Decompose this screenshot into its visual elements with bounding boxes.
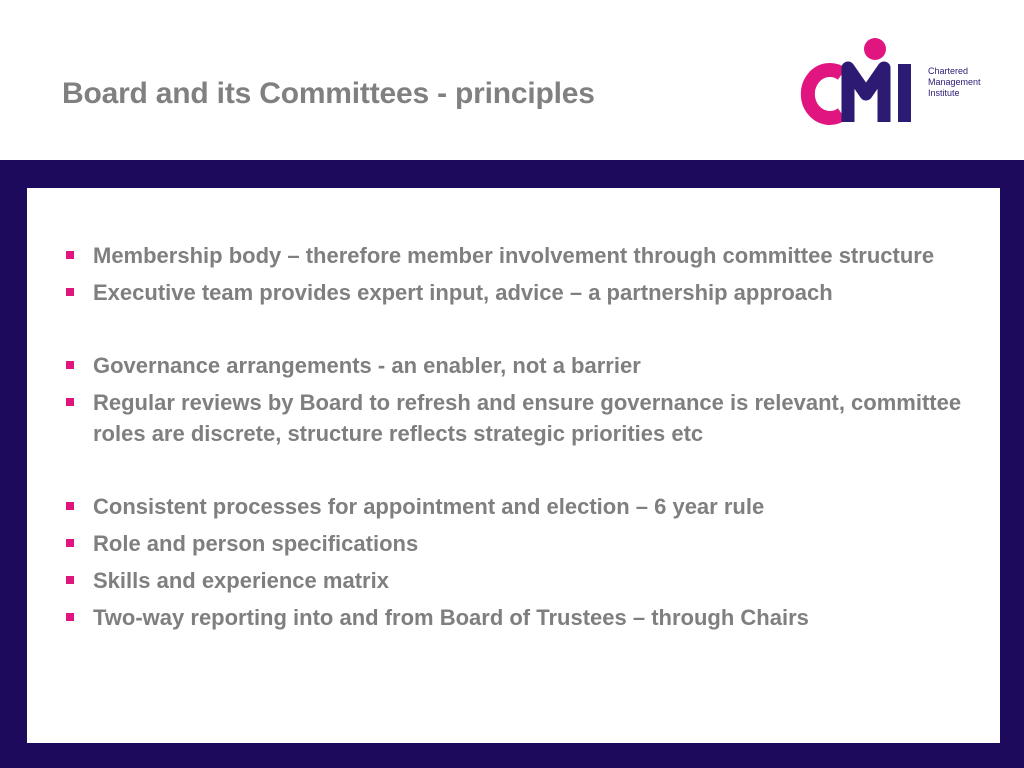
bullet-square-icon [66, 613, 74, 621]
logo-tagline-line: Management [928, 77, 981, 87]
bullet-square-icon [66, 288, 74, 296]
logo-tagline [928, 66, 981, 99]
bullet-square-icon [66, 251, 74, 259]
list-item [64, 565, 964, 596]
bullet-list [64, 240, 964, 639]
logo-i-shape [898, 64, 911, 122]
logo-m-shape [848, 68, 884, 122]
list-item [64, 277, 964, 308]
list-item [64, 240, 964, 271]
list-item-text: Executive team provides expert input, advice – a partnership approach [93, 280, 833, 305]
list-item-text: Skills and experience matrix [93, 568, 389, 593]
list-item-text: Two-way reporting into and from Board of Trustees – through Chairs [93, 605, 809, 630]
list-item-text: Membership body – therefore member involvement through committee structure [93, 243, 935, 268]
bullet-square-icon [66, 539, 74, 547]
list-item-text: Consistent processes for appointment and election – 6 year rule [93, 494, 765, 519]
bullet-square-icon [66, 502, 74, 510]
list-item [64, 528, 964, 559]
list-item [64, 602, 964, 633]
bullet-square-icon [66, 361, 74, 369]
cmi-logo-mark [792, 36, 928, 128]
list-item [64, 350, 964, 381]
bullet-square-icon [66, 576, 74, 584]
slide-header [0, 0, 1024, 160]
bullet-square-icon [66, 398, 74, 406]
list-item-text: Governance arrangements - an enabler, not a barrier [93, 353, 641, 378]
list-item-text: Role and person specifications [93, 531, 419, 556]
content-panel [27, 188, 1000, 743]
list-item [64, 387, 964, 449]
list-item [64, 491, 964, 522]
cmi-logo [792, 36, 992, 128]
list-item-text: Regular reviews by Board to refresh and ensure governance is relevant, committee roles are discrete, structure reflects strategic priorities etc [93, 390, 962, 446]
logo-c-shape [808, 70, 842, 118]
logo-dot-shape [864, 38, 886, 60]
logo-tagline-line: Chartered [928, 66, 969, 76]
page-title: Board and its Committees - principles [62, 77, 595, 110]
logo-tagline-line: Institute [928, 88, 960, 98]
content-frame [0, 160, 1024, 768]
